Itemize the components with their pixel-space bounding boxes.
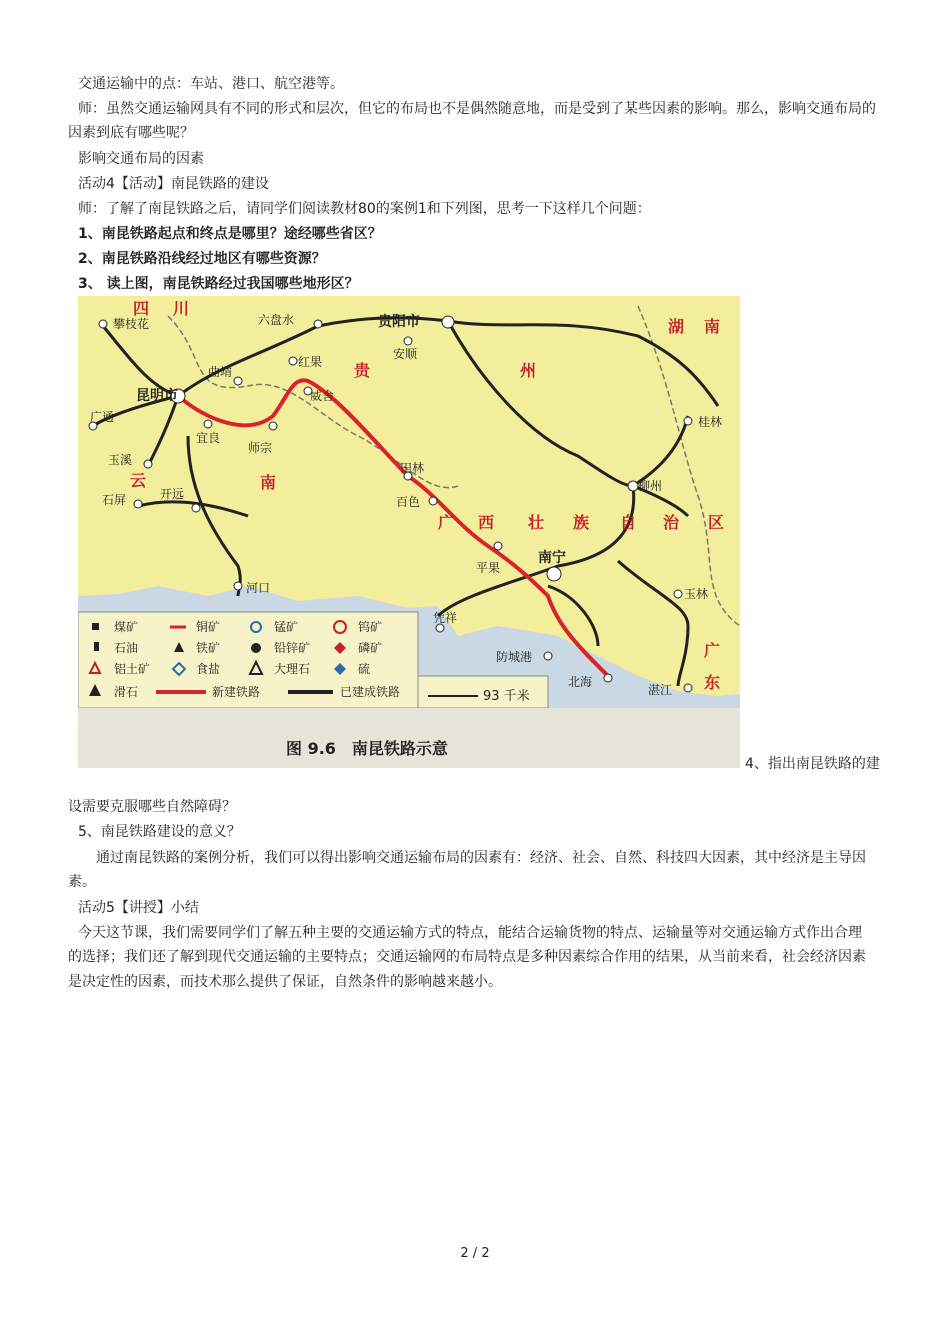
svg-text:磷矿: 磷矿 <box>358 641 383 655</box>
svg-text:曲靖: 曲靖 <box>208 365 233 379</box>
text-line: 通过南昆铁路的案例分析，我们可以得出影响交通运输布局的因素有：经济、社会、自然、科技四大因素，其中经济是主导因 <box>96 850 866 866</box>
svg-text:已建成铁路: 已建成铁路 <box>340 685 401 699</box>
text-line: 交通运输中的点：车站、港口、航空港等。 <box>78 76 344 92</box>
svg-text:族: 族 <box>573 513 590 532</box>
svg-text:南宁: 南宁 <box>538 550 566 566</box>
svg-text:食盐: 食盐 <box>196 662 221 676</box>
question-2: 2、南昆铁路沿线经过地区有哪些资源？ <box>78 251 326 267</box>
svg-text:壮: 壮 <box>528 513 545 532</box>
svg-text:昆明市: 昆明市 <box>136 388 178 404</box>
svg-text:六盘水: 六盘水 <box>258 313 295 327</box>
text-line: 活动4【活动】南昆铁路的建设 <box>78 176 269 192</box>
svg-text:玉溪: 玉溪 <box>108 453 133 467</box>
svg-text:开远: 开远 <box>160 487 185 501</box>
svg-text:防城港: 防城港 <box>496 650 533 664</box>
svg-text:贵: 贵 <box>354 361 371 380</box>
svg-text:攀枝花: 攀枝花 <box>113 317 150 331</box>
svg-text:田林: 田林 <box>400 461 425 475</box>
text-line: 师：虽然交通运输网具有不同的形式和层次，但它的布局也不是偶然随意地，而是受到了某些因素的影响。那么，影响交通布局的 <box>78 101 876 117</box>
text-line: 活动5【讲授】小结 <box>78 900 199 916</box>
svg-text:治: 治 <box>663 513 680 532</box>
text-line: 的选择；我们还了解到现代交通运输的主要特点；交通运输网的布局特点是多种因素综合作用的结果，从当前来看，社会经济因素 <box>68 949 866 965</box>
svg-text:新建铁路: 新建铁路 <box>212 685 261 699</box>
question-3: 3、 读上图，南昆铁路经过我国哪些地形区？ <box>78 276 359 292</box>
text-line: 师：了解了南昆铁路之后，请同学们阅读教材80的案例1和下列图，思考一下这样几个问题： <box>78 201 651 217</box>
map-graphic <box>78 296 740 768</box>
svg-text:州: 州 <box>520 361 537 380</box>
text-line: 是决定性的因素，而技术那么提供了保证，自然条件的影响越来越小。 <box>68 974 502 990</box>
svg-text:柳州: 柳州 <box>638 479 663 493</box>
svg-text:石屏: 石屏 <box>102 493 127 507</box>
svg-text:北海: 北海 <box>568 675 593 689</box>
svg-text:宜良: 宜良 <box>196 431 221 445</box>
svg-text:铅锌矿: 铅锌矿 <box>274 641 311 655</box>
svg-text:四: 四 <box>133 299 150 318</box>
text-line: 影响交通布局的因素 <box>78 151 204 167</box>
svg-text:大理石: 大理石 <box>274 662 311 676</box>
scale-label: 93 千米 <box>483 689 530 704</box>
svg-text:湛江: 湛江 <box>648 683 673 697</box>
question-5: 5、南昆铁路建设的意义？ <box>78 824 241 840</box>
question-1: 1、南昆铁路起点和终点是哪里？途经哪些省区？ <box>78 226 382 242</box>
svg-text:河口: 河口 <box>246 581 271 595</box>
svg-text:煤矿: 煤矿 <box>114 620 139 634</box>
svg-text:广: 广 <box>704 641 721 660</box>
svg-text:滑石: 滑石 <box>114 685 139 699</box>
svg-text:桂林: 桂林 <box>698 415 723 429</box>
question-4: 4、指出南昆铁路的建 <box>745 756 880 772</box>
svg-text:区: 区 <box>708 513 725 532</box>
question-4-continued: 设需要克服哪些自然障碍？ <box>68 799 236 815</box>
svg-text:红果: 红果 <box>298 355 323 369</box>
svg-text:铝土矿: 铝土矿 <box>114 662 151 676</box>
page-number: 2 / 2 <box>460 1246 490 1261</box>
svg-text:自: 自 <box>620 513 637 532</box>
svg-text:铜矿: 铜矿 <box>196 620 221 634</box>
svg-text:东: 东 <box>704 673 721 692</box>
svg-text:南: 南 <box>260 473 277 492</box>
text-line: 因素到底有哪些呢？ <box>68 125 194 141</box>
svg-text:西: 西 <box>478 513 495 532</box>
svg-text:川: 川 <box>173 299 190 318</box>
nankun-railway-map <box>78 296 740 768</box>
svg-text:钨矿: 钨矿 <box>358 620 383 634</box>
svg-text:安顺: 安顺 <box>393 347 418 361</box>
svg-text:石油: 石油 <box>114 641 139 655</box>
svg-text:湖: 湖 <box>668 317 685 336</box>
text-line: 今天这节课，我们需要同学们了解五种主要的交通运输方式的特点，能结合运输货物的特点、运输量等对交通运输方式作出合理 <box>78 925 862 941</box>
svg-text:威舍: 威舍 <box>310 389 335 403</box>
svg-text:铁矿: 铁矿 <box>196 641 221 655</box>
svg-text:南: 南 <box>704 317 721 336</box>
text-line: 素。 <box>68 874 96 890</box>
svg-text:百色: 百色 <box>396 495 421 509</box>
province-border <box>638 306 740 626</box>
svg-text:平果: 平果 <box>476 561 501 575</box>
svg-text:广通: 广通 <box>90 410 115 424</box>
svg-text:玉林: 玉林 <box>684 587 709 601</box>
svg-text:广: 广 <box>438 513 455 532</box>
svg-text:硫: 硫 <box>358 662 371 676</box>
svg-text:云: 云 <box>130 471 147 490</box>
svg-text:贵阳市: 贵阳市 <box>378 314 420 330</box>
map-caption: 图 9.6 南昆铁路示意 <box>286 739 448 758</box>
svg-text:锰矿: 锰矿 <box>274 620 299 634</box>
svg-text:凭祥: 凭祥 <box>433 611 458 625</box>
svg-text:师宗: 师宗 <box>248 441 273 455</box>
